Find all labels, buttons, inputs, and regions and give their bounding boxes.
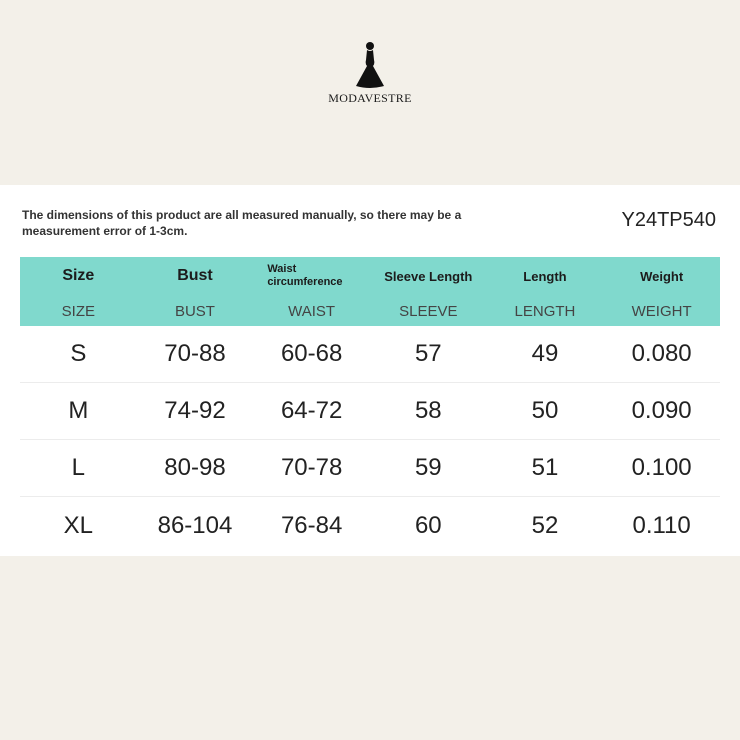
cell-sleeve: 59 — [414, 454, 442, 481]
header-length: Length — [523, 268, 567, 284]
subheader-size: SIZE — [61, 303, 95, 320]
subheader-length: LENGTH — [514, 303, 576, 320]
cell-sleeve: 57 — [414, 340, 442, 367]
subheader-sleeve: SLEEVE — [399, 303, 458, 320]
cell-weight: 0.080 — [631, 340, 692, 367]
cell-weight: 0.100 — [631, 454, 692, 481]
table-header — [20, 257, 720, 326]
table-row — [20, 497, 720, 554]
brand-header — [0, 0, 740, 185]
table-row — [20, 383, 720, 440]
table-body — [20, 326, 720, 554]
subheader-bust: BUST — [174, 303, 215, 320]
dress-silhouette-icon — [350, 40, 390, 90]
cell-waist: 76-84 — [280, 511, 343, 539]
product-code: Y24TP540 — [621, 209, 716, 231]
header-size: Size — [62, 267, 95, 284]
brand-name: MODAVESTRE — [328, 91, 412, 105]
cell-length: 49 — [531, 340, 559, 367]
cell-bust: 86-104 — [157, 511, 233, 539]
cell-sleeve: 58 — [414, 397, 442, 424]
cell-length: 52 — [531, 511, 559, 539]
cell-weight: 0.090 — [631, 397, 692, 424]
cell-length: 51 — [531, 454, 559, 481]
cell-waist: 70-78 — [280, 454, 343, 481]
header-waist: Waist circumference — [267, 263, 343, 288]
size-chart-panel — [0, 185, 740, 556]
cell-sleeve: 60 — [414, 511, 442, 539]
cell-size: L — [71, 454, 85, 481]
cell-size: M — [68, 397, 89, 424]
size-table — [20, 257, 720, 554]
header-bust: Bust — [177, 267, 213, 284]
cell-weight: 0.110 — [632, 511, 691, 539]
subheader-waist: WAIST — [288, 303, 336, 320]
cell-bust: 80-98 — [164, 454, 226, 481]
header-row-main — [20, 257, 720, 295]
subheader-weight: WEIGHT — [631, 303, 692, 320]
header-weight: Weight — [640, 268, 684, 284]
table-row — [20, 440, 720, 497]
table-row — [20, 326, 720, 383]
cell-bust: 74-92 — [164, 397, 226, 424]
header-sleeve: Sleeve Length — [384, 268, 473, 284]
measurement-note: The dimensions of this product are all measured manually, so there may be a measurement error of 1-3cm. — [22, 208, 462, 238]
cell-length: 50 — [531, 397, 559, 424]
cell-size: S — [70, 340, 87, 367]
cell-bust: 70-88 — [164, 340, 226, 367]
cell-size: XL — [63, 511, 93, 539]
cell-waist: 60-68 — [280, 340, 343, 367]
cell-waist: 64-72 — [280, 397, 343, 424]
header-row-sub — [20, 295, 720, 326]
